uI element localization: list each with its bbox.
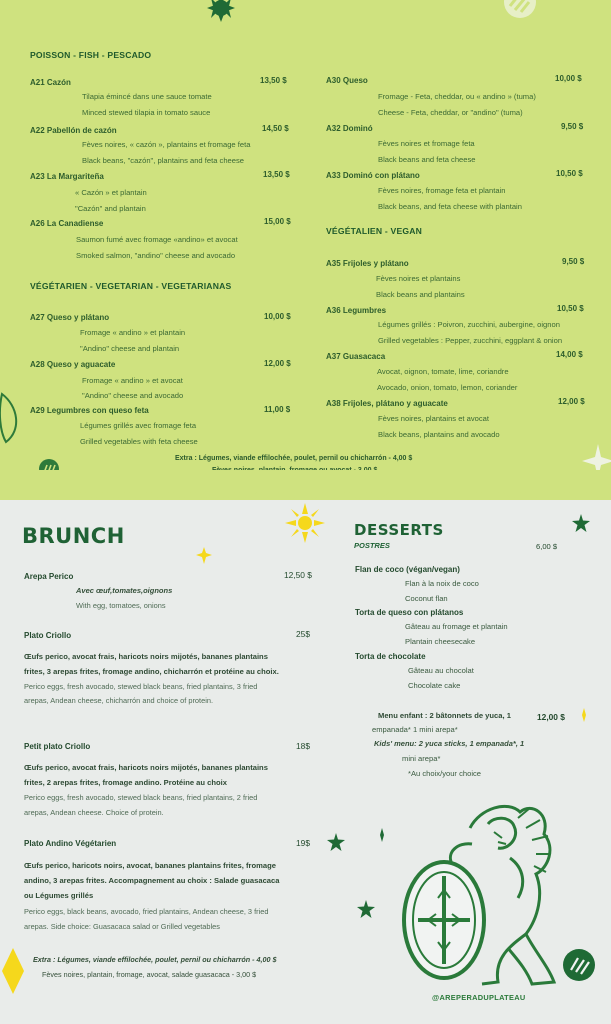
dessert-item-name: Torta de chocolate [355,652,426,661]
brunch-item-name: Petit plato Criollo [24,742,91,751]
brunch-item-desc-fr: andino, 3 arepas frites. Accompagnement au choix : Salade guasacaca [24,876,280,885]
section-title-vegetarian: VÉGÉTARIEN - VEGETARIAN - VEGETARIANAS [30,281,232,291]
star-icon [196,547,212,564]
menu-item-desc-fr: Fèves noires et plantains [376,274,461,283]
brunch-item-desc-en: Perico eggs, black beans, avocado, fried plantains, Andean cheese, 3 fried [24,907,269,916]
section-title-vegan: VÉGÉTALIEN - VEGAN [326,226,423,236]
menu-item-desc-en: Cheese - Feta, cheddar, or "andino" (tuma) [378,108,523,117]
brunch-item-desc-fr: Œufs perico, avocat frais, haricots noirs mijotés, bananes plantains [24,652,268,661]
sun-icon [198,0,244,34]
brunch-item-desc-fr: frites, 2 arepas frites, fromage andino. Protéine au choix [24,778,227,787]
star-icon [327,833,345,851]
brunch-item-desc-en: With egg, tomatoes, onions [76,601,166,610]
menu-item-desc-en: Smoked salmon, "andino" cheese and avocado [76,251,236,260]
menu-item-price: 14,50 $ [262,124,289,133]
menu-item-desc-fr: Fromage « andino » et avocat [82,376,183,385]
brunch-extras-line-2: Fèves noires, plantain, fromage, avocat, salade guasacaca - 3,00 $ [42,970,257,979]
menu-item-price: 10,50 $ [557,304,584,313]
dessert-item-desc-en: Coconut flan [405,594,448,603]
brunch-item-desc-fr: frites, 3 arepas frites, fromage andino, chicharrón et protéine au choix. [24,667,279,676]
kids-menu-en-line-2: mini arepa* [402,754,441,763]
sun-icon [284,502,326,544]
dessert-item-name: Torta de queso con plátanos [355,608,464,617]
brunch-item-name: Arepa Perico [24,572,74,581]
dessert-item-name: Flan de coco (végan/vegan) [355,565,460,574]
menu-item-price: 13,50 $ [260,76,287,85]
section-title-fish: POISSON - FISH - PESCADO [30,50,152,60]
stripe-circle-icon [500,0,540,22]
brunch-item-desc-fr: ou Légumes grillés [24,891,94,900]
extras-line-1: Extra : Légumes, viande effilochée, poulet, pernil ou chicharrón - 4,00 $ [175,455,413,462]
kids-menu-price: 12,00 $ [537,712,565,722]
section-subtitle-postres: POSTRES [354,541,390,550]
brunch-item-name: Plato Andino Végétarien [24,839,117,848]
menu-item-name: A21 Cazón [30,78,71,87]
menu-item-name: A28 Queso y aguacate [30,360,116,369]
menu-item-price: 12,00 $ [558,397,585,406]
menu-item-desc-en: Grilled vegetables with feta cheese [80,437,198,446]
menu-item-desc-fr: Tilapia émincé dans une sauce tomate [82,92,212,101]
menu-item-desc-en: Black beans and feta cheese [378,155,476,164]
menu-item-price: 10,00 $ [264,312,291,321]
menu-item-name: A27 Queso y plátano [30,313,110,322]
menu-item-name: A26 La Canadiense [30,219,104,228]
lion-shield-illustration [398,798,568,988]
menu-item-desc-fr: Fromage « andino » et plantain [80,328,186,337]
menu-item-desc-fr: Légumes grillés : Poivron, zucchini, aubergine, oignon [378,320,560,329]
menu-item-desc-fr: Fèves noires, fromage feta et plantain [378,186,506,195]
menu-item-desc-en: Black beans, and feta cheese with plantain [378,202,522,211]
menu-item-desc-fr: Fèves noires, « cazón », plantains et fromage feta [82,140,251,149]
menu-item-name: A29 Legumbres con queso feta [30,406,149,415]
dessert-item-desc-fr: Gâteau au fromage et plantain [405,622,508,631]
menu-item-desc-en: Avocado, onion, tomato, lemon, coriander [377,383,518,392]
brunch-item-desc-fr: Œufs perico, haricots noirs, avocat, bananes plantains frites, fromage [24,861,276,870]
menu-item-name: A23 La Margariteña [30,172,104,181]
section-title-brunch: BRUNCH [22,524,125,548]
menu-item-desc-en: Grilled vegetables : Pepper, zucchini, eggplant & onion [378,336,563,345]
brunch-item-desc-en: arepas, Andean cheese, chicharrón and choice of protein. [24,696,213,705]
menu-item-name: A30 Queso [326,76,368,85]
menu-item-desc-en: Black beans, "cazón", plantains and feta cheese [82,156,245,165]
menu-item-desc-fr: « Cazón » et plantain [75,188,147,197]
brunch-item-name: Plato Criollo [24,631,72,640]
menu-item-desc-en: "Andino" cheese and plantain [80,344,180,353]
menu-item-name: A33 Dominó con plátano [326,171,420,180]
menu-item-desc-en: Black beans and plantains [376,290,465,299]
menu-item-desc-en: Black beans, plantains and avocado [378,430,500,439]
social-handle: @AREPERADUPLATEAU [432,993,526,1002]
dessert-item-desc-fr: Flan à la noix de coco [405,579,479,588]
brunch-item-desc-en: arepas, Andean cheese. Choice of protein. [24,808,164,817]
menu-item-desc-fr: Fromage - Feta, cheddar, ou « andino » (tuma) [378,92,536,101]
brunch-item-desc-fr: Œufs perico, avocat frais, haricots noirs mijotés, bananes plantains [24,763,268,772]
brunch-item-desc-fr: Avec œuf,tomates,oignons [76,586,173,595]
brunch-item-desc-en: Perico eggs, fresh avocado, stewed black beans, fried plantains, 2 fried [24,793,258,802]
menu-item-desc-fr: Fèves noires et fromage feta [378,139,475,148]
menu-item-desc-fr: Légumes grillés avec fromage feta [80,421,197,430]
brunch-extras-line-1: Extra : Légumes, viande effilochée, poulet, pernil ou chicharrón - 4,00 $ [33,955,277,964]
brunch-item-price: 19$ [296,838,310,848]
menu-item-desc-fr: Saumon fumé avec fromage «andino» et avocat [76,235,238,244]
menu-item-price: 9,50 $ [562,257,585,266]
section-title-desserts: DESSERTS [354,521,444,539]
menu-item-desc-en: "Andino" cheese and avocado [82,391,184,400]
brunch-item-desc-en: arepas. Side choice: Guasacaca salad or Grilled vegetables [24,922,220,931]
dessert-price: 6,00 $ [536,542,558,551]
sparkle-icon [578,708,590,722]
menu-item-price: 10,00 $ [555,74,582,83]
menu-item-desc-fr: Avocat, oignon, tomate, lime, coriandre [377,367,509,376]
menu-item-price: 11,00 $ [264,405,291,414]
star-icon [357,900,375,918]
menu-item-name: A38 Frijoles, plátano y aguacate [326,399,448,408]
dessert-item-desc-fr: Gâteau au chocolat [408,666,474,675]
kids-menu-fr-line-1: Menu enfant : 2 bâtonnets de yuca, 1 [378,711,511,720]
menu-item-price: 15,00 $ [264,217,291,226]
menu-item-name: A37 Guasacaca [326,352,386,361]
dessert-item-desc-en: Chocolate cake [408,681,461,690]
menu-item-price: 14,00 $ [556,350,583,359]
menu-item-name: A36 Legumbres [326,306,387,315]
dessert-item-desc-en: Plantain cheesecake [405,637,476,646]
menu-item-desc-en: "Cazón" and plantain [75,204,146,213]
leaf-outline-icon [0,392,26,446]
menu-item-price: 10,50 $ [556,169,583,178]
brunch-item-desc-en: Perico eggs, fresh avocado, stewed black beans, fried plantains, 3 fried [24,682,258,691]
diamond-sparkle-icon [0,948,26,994]
brunch-item-price: 25$ [296,629,310,639]
star-icon [572,514,590,532]
menu-item-desc-fr: Fèves noires, plantains et avocat [378,414,490,423]
brunch-item-price: 12,50 $ [284,570,312,580]
menu-item-price: 12,00 $ [264,359,291,368]
menu-item-price: 13,50 $ [263,170,290,179]
kids-menu-en-line-1: Kids' menu: 2 yuca sticks, 1 empanada*, 1 [374,739,525,748]
menu-item-name: A32 Dominó [326,124,373,133]
menu-item-name: A22 Pabellón de cazón [30,126,117,135]
menu-item-name: A35 Frijoles y plátano [326,259,409,268]
kids-menu-note: *Au choix/your choice [408,769,482,778]
brunch-item-price: 18$ [296,741,310,751]
menu-item-price: 9,50 $ [561,122,584,131]
star-icon [376,828,388,842]
kids-menu-fr-line-2: empanada* 1 mini arepa* [372,725,458,734]
menu-item-desc-en: Minced stewed tilapia in tomato sauce [82,108,211,117]
